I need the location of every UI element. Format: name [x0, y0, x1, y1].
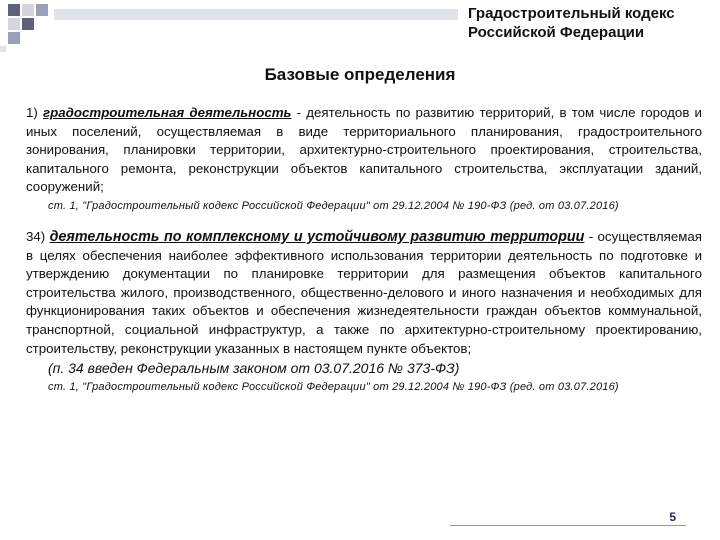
definition-paragraph-1: [26, 104, 702, 197]
paragraph-2-introduction-note: (п. 34 введен Федеральным законом от 03.07.2016 № 373-ФЗ): [48, 360, 460, 377]
page-number: 5: [669, 510, 676, 524]
paragraph-2-reference: ст. 1, "Градостроительный кодекс Российской Федерации" от 29.12.2004 № 190-ФЗ (ред. от 03.07.2016): [48, 381, 619, 394]
footer-rule: [450, 525, 686, 526]
paragraph-1-term: градостроительная деятельность: [43, 105, 292, 120]
paragraph-1-reference: ст. 1, "Градостроительный кодекс Российской Федерации" от 29.12.2004 № 190-ФЗ (ред. от 03.07.2016): [48, 199, 619, 212]
page-title: Базовые определения: [264, 65, 456, 84]
header-line-1: Градостроительный кодекс: [468, 5, 675, 22]
paragraph-2-term: деятельность по комплексному и устойчивому развитию территории: [49, 228, 585, 245]
paragraph-1-number: 1): [26, 105, 38, 120]
paragraph-2-number: 34): [26, 228, 46, 244]
paragraph-2-text: - осуществляемая в целях обеспечения наиболее эффективного использования территории деятельность по подготовке и утверждению документации по планировке территории для размещения объектов капитального строительства жилого, производственного, общественно-делового и иного назначения и необходимых для функционирования таких объектов и обеспечения жизнедеятельности граждан объектов коммунальной, транспортной, социальной инфраструктур, а также по архитектурно-строительному проектированию, строительству, реконструкции указанных в настоящем пункте объектов;: [26, 228, 702, 356]
paragraph-1-text: - деятельность по развитию территорий, в том числе городов и иных поселений, осуществляемая в виде территориального планирования, градостроительного зонирования, планировки территории, архитектурно-строительного проектирования, строительства, капитального ремонта, реконструкции объектов капитального строительства, эксплуатации зданий, сооружений;: [26, 105, 702, 195]
content-body: [26, 104, 702, 395]
header-line-2: Российской Федерации: [468, 24, 645, 41]
definition-paragraph-2: [26, 228, 702, 358]
document-header: [468, 4, 708, 42]
